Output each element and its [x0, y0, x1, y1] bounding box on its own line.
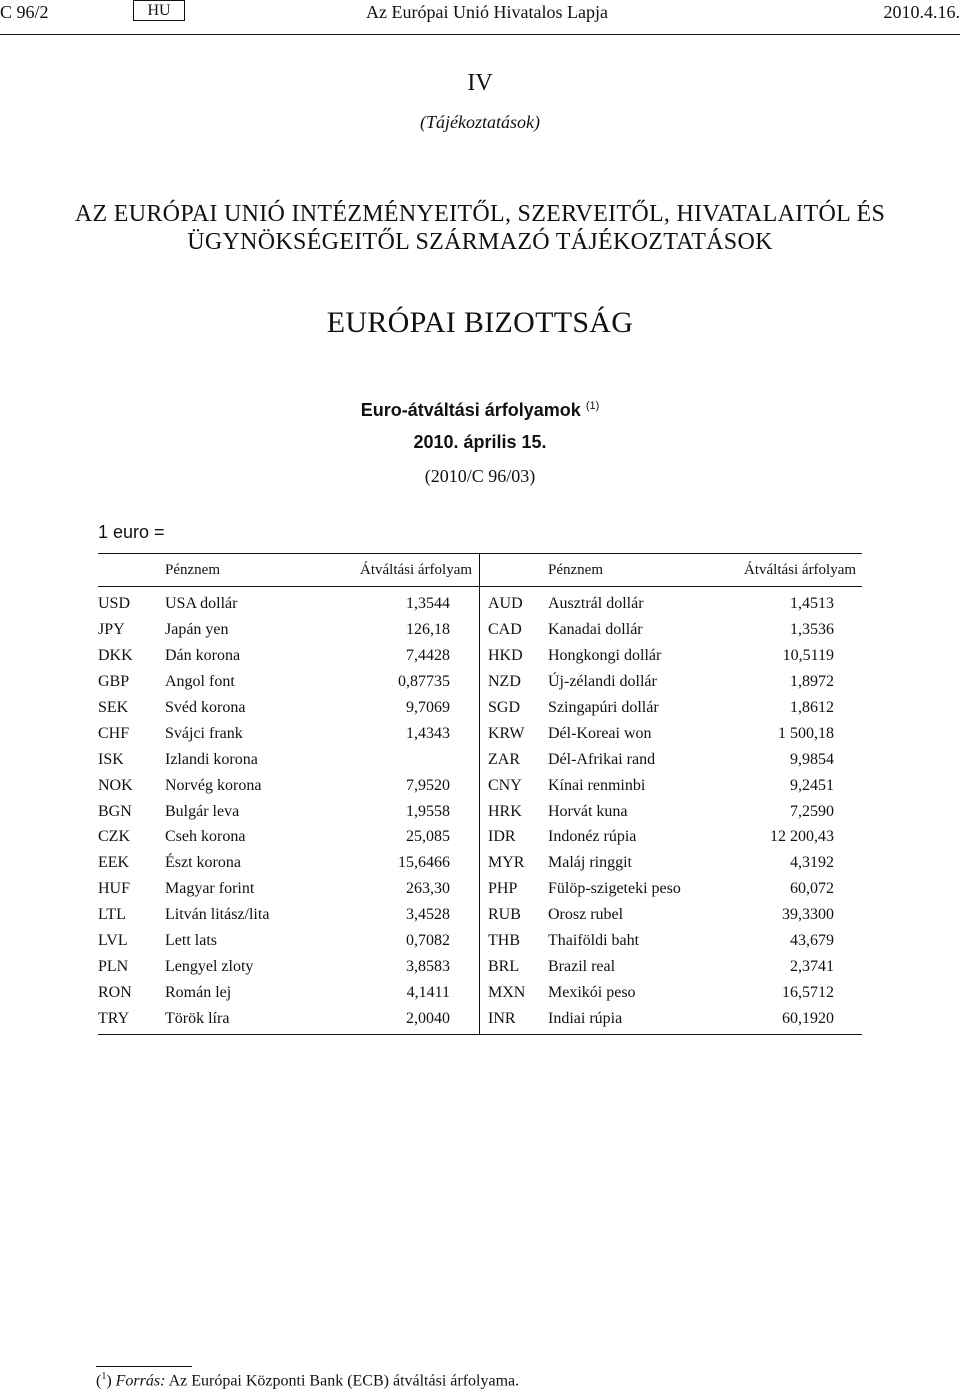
currency-code: NOK [98, 776, 133, 794]
currency-name: Fülöp-szigeteki peso [548, 880, 681, 898]
notice-title-text: Euro-átváltási árfolyamok [360, 400, 581, 420]
exchange-rate: 43,679 [790, 932, 834, 950]
currency-name: Mexikói peso [548, 984, 636, 1002]
publication-date: 2010.4.16. [883, 2, 960, 22]
footnote-divider [96, 1366, 192, 1367]
currency-code: CNY [488, 776, 522, 794]
currency-code: SGD [488, 698, 521, 716]
currency-code: THB [488, 932, 520, 950]
exchange-rate: 60,1920 [782, 1010, 834, 1028]
euro-label: 1 euro = [98, 522, 165, 542]
currency-code: LTL [98, 906, 126, 924]
currency-code: NZD [488, 672, 521, 690]
currency-code: JPY [98, 620, 125, 638]
currency-name: Svájci frank [165, 724, 243, 742]
currency-code: KRW [488, 724, 525, 742]
currency-name: Dél-Koreai won [548, 724, 652, 742]
currency-code: GBP [98, 672, 130, 690]
agency-heading-line-1: AZ EURÓPAI UNIÓ INTÉZMÉNYEITŐL, SZERVEITŐL, HIVATALAITÓL ÉS [74, 201, 886, 227]
currency-code: CAD [488, 620, 522, 638]
currency-code: BGN [98, 802, 132, 820]
exchange-rate: 1 500,18 [778, 724, 834, 742]
currency-name: Litván litász/lita [165, 906, 270, 924]
currency-name: Dél-Afrikai rand [548, 750, 656, 768]
journal-title: Az Európai Unió Hivatalos Lapja [366, 2, 608, 22]
exchange-rate: 0,87735 [398, 672, 450, 690]
currency-code: IDR [488, 828, 516, 846]
currency-name: Román lej [165, 984, 232, 1002]
exchange-rate: 1,4343 [406, 724, 450, 742]
agency-heading [0, 200, 960, 256]
notice-title [0, 400, 960, 421]
currency-code: CZK [98, 828, 130, 846]
section-number: IV [467, 70, 493, 96]
exchange-rate: 9,2451 [790, 776, 834, 794]
header-currency-right: Pénznem [548, 562, 603, 578]
currency-code: ISK [98, 750, 124, 768]
currency-name: Kanadai dollár [548, 620, 643, 638]
currency-name: Szingapúri dollár [548, 698, 659, 716]
currency-name: Indonéz rúpia [548, 828, 637, 846]
exchange-rate: 16,5712 [782, 984, 834, 1002]
agency-heading-line-2: ÜGYNÖKSÉGEITŐL SZÁRMAZÓ TÁJÉKOZTATÁSOK [187, 229, 773, 255]
exchange-rate: 1,4513 [790, 595, 834, 612]
exchange-rate: 3,8583 [406, 958, 450, 976]
notice-date: 2010. április 15. [413, 432, 547, 452]
currency-code: ZAR [488, 750, 520, 768]
currency-name: Horvát kuna [548, 802, 628, 820]
exchange-rate: 12 200,43 [770, 828, 834, 846]
currency-name: Dán korona [165, 646, 241, 664]
exchange-rate: 39,3300 [782, 906, 834, 924]
currency-name: Maláj ringgit [548, 854, 632, 872]
currency-code: DKK [98, 646, 133, 664]
currency-name: Török líra [165, 1010, 230, 1028]
footnote-label: Forrás: [115, 1372, 166, 1390]
footnote: ($^1$) Forrás: Az Európai Központi Bank (ECB) átváltási árfolyama. [96, 1371, 520, 1390]
currency-code: SEK [98, 698, 129, 716]
currency-name: Brazil real [548, 958, 616, 976]
currency-code: PLN [98, 958, 129, 976]
table-column-divider [479, 553, 480, 1034]
currency-code: HRK [488, 802, 522, 820]
exchange-rate: 1,3536 [790, 620, 834, 638]
currency-name: Bulgár leva [165, 802, 240, 820]
currency-code: TRY [98, 1010, 130, 1028]
currency-code: RUB [488, 906, 521, 924]
currency-name: Hongkongi dollár [548, 646, 662, 664]
currency-code: INR [488, 1010, 516, 1028]
language-code-box: HU [133, 0, 185, 21]
header-rate-left: Átváltási árfolyam [360, 562, 473, 578]
currency-name: Norvég korona [165, 776, 262, 794]
exchange-rate: 1,9558 [406, 802, 450, 820]
exchange-rate: 2,3741 [790, 958, 834, 976]
exchange-rate: 126,18 [406, 620, 450, 638]
footnote-reference: (1) [585, 400, 600, 412]
exchange-rate: 60,072 [790, 880, 834, 898]
currency-code: CHF [98, 724, 130, 742]
exchange-rate: 0,7082 [406, 932, 450, 950]
section-subtitle: (Tájékoztatások) [420, 112, 540, 132]
currency-code: MXN [488, 984, 526, 1002]
currency-name: Kínai renminbi [548, 776, 646, 794]
exchange-rate: 2,0040 [406, 1010, 450, 1028]
table-top-rule [98, 553, 862, 554]
currency-name: Cseh korona [165, 828, 246, 846]
exchange-rate: 15,6466 [398, 854, 450, 872]
exchange-rate: 263,30 [406, 880, 450, 898]
currency-name: Angol font [165, 672, 235, 690]
currency-name: Thaiföldi baht [548, 932, 640, 950]
currency-code: PHP [488, 880, 518, 898]
footnote-marker: 1 [101, 1371, 107, 1382]
header-rate-right: Átváltási árfolyam [744, 562, 857, 578]
currency-name: Japán yen [165, 620, 229, 638]
exchange-rate: 10,5119 [782, 646, 834, 664]
institution-heading: EURÓPAI BIZOTTSÁG [326, 306, 634, 339]
footnote-text: Az Európai Központi Bank (ECB) átváltási árfolyama. [168, 1372, 520, 1390]
currency-name: Svéd korona [165, 698, 246, 716]
exchange-rate: 7,9520 [406, 776, 450, 794]
currency-code: BRL [488, 958, 520, 976]
currency-name: USA dollár [165, 595, 238, 612]
currency-name: Magyar forint [165, 880, 255, 898]
header-divider [0, 34, 960, 35]
currency-name: Orosz rubel [548, 906, 624, 924]
currency-code: RON [98, 984, 132, 1002]
exchange-rate: 1,8612 [790, 698, 834, 716]
currency-code: LVL [98, 932, 128, 950]
table-bottom-rule [98, 1034, 862, 1035]
exchange-rate: 1,3544 [406, 595, 450, 612]
exchange-rate: 9,9854 [790, 750, 834, 768]
header-currency-left: Pénznem [165, 562, 220, 578]
table-header-rule [98, 586, 862, 587]
currency-name: Észt korona [165, 854, 241, 872]
exchange-rate: 7,4428 [406, 646, 450, 664]
exchange-rate: 9,7069 [406, 698, 450, 716]
exchange-rate: 1,8972 [790, 672, 834, 690]
currency-name: Lengyel zloty [165, 958, 254, 976]
currency-code: USD [98, 595, 131, 612]
currency-name: Izlandi korona [165, 750, 258, 768]
currency-code: MYR [488, 854, 525, 872]
exchange-rate: 3,4528 [406, 906, 450, 924]
currency-code: HKD [488, 646, 523, 664]
journal-series-code: C 96/2 [0, 2, 49, 22]
currency-code: EEK [98, 854, 130, 872]
currency-name: Indiai rúpia [548, 1010, 623, 1028]
notice-reference: (2010/C 96/03) [424, 466, 536, 486]
currency-code: AUD [488, 595, 523, 612]
exchange-rate: 7,2590 [790, 802, 834, 820]
currency-code: HUF [98, 880, 131, 898]
currency-name: Új-zélandi dollár [548, 672, 657, 690]
exchange-rate: 4,1411 [406, 984, 450, 1002]
currency-name: Ausztrál dollár [548, 595, 644, 612]
currency-name: Lett lats [165, 932, 217, 950]
exchange-rate: 4,3192 [790, 854, 834, 872]
exchange-rate: 25,085 [406, 828, 450, 846]
